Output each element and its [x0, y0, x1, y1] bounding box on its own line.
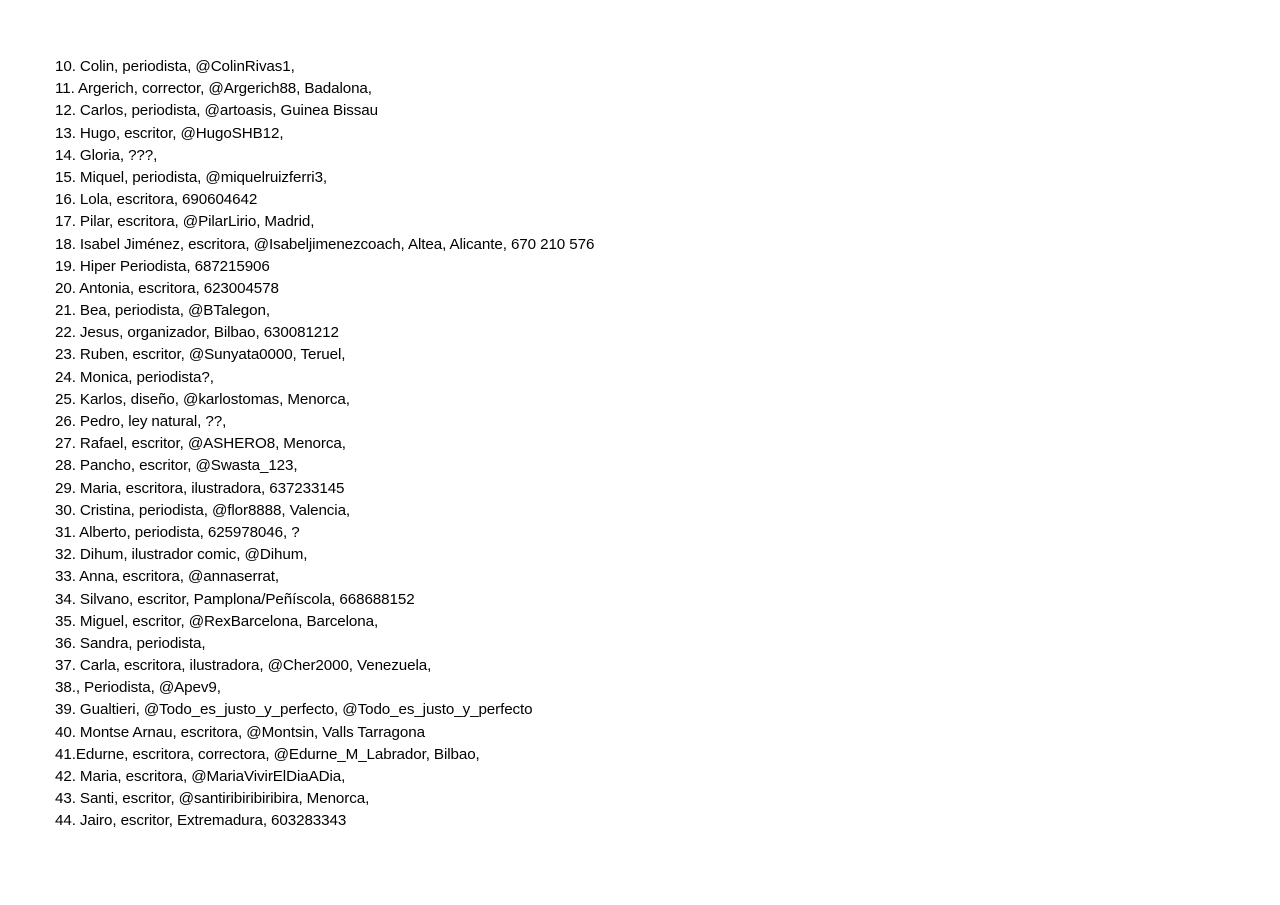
list-item: 15. Miquel, periodista, @miquelruizferri3, [55, 168, 328, 186]
list-item: 31. Alberto, periodista, 625978046, ? [55, 523, 300, 541]
list-item: 29. Maria, escritora, ilustradora, 637233145 [55, 479, 345, 497]
list-item: 18. Isabel Jiménez, escritora, @Isabeljimenezcoach, Altea, Alicante, 670 210 576 [55, 235, 595, 253]
list-item: 25. Karlos, diseño, @karlostomas, Menorca, [55, 390, 350, 408]
contact-list [55, 56, 594, 833]
list-item: 17. Pilar, escritora, @PilarLirio, Madrid, [55, 213, 315, 231]
list-item: 38., Periodista, @Apev9, [55, 679, 221, 697]
list-item: 23. Ruben, escritor, @Sunyata0000, Teruel, [55, 346, 346, 364]
list-item: 39. Gualtieri, @Todo_es_justo_y_perfecto, @Todo_es_justo_y_perfecto [55, 701, 533, 719]
list-item: 10. Colin, periodista, @ColinRivas1, [55, 58, 295, 75]
list-item: 16. Lola, escritora, 690604642 [55, 191, 258, 209]
list-item: 37. Carla, escritora, ilustradora, @Cher2000, Venezuela, [55, 657, 432, 675]
list-item: 30. Cristina, periodista, @flor8888, Valencia, [55, 501, 351, 519]
list-item: 44. Jairo, escritor, Extremadura, 603283343 [55, 812, 347, 830]
list-item: 43. Santi, escritor, @santiribiribiribira, Menorca, [55, 790, 370, 808]
list-item: 20. Antonia, escritora, 623004578 [55, 279, 279, 297]
list-item: 34. Silvano, escritor, Pamplona/Peñíscola, 668688152 [55, 590, 415, 608]
list-item: 33. Anna, escritora, @annaserrat, [55, 568, 280, 586]
list-item: 32. Dihum, ilustrador comic, @Dihum, [55, 546, 308, 564]
list-item: 40. Montse Arnau, escritora, @Montsin, Valls Tarragona [55, 723, 425, 741]
list-item: 14. Gloria, ???, [55, 146, 158, 164]
list-item: 24. Monica, periodista?, [55, 368, 214, 386]
list-item: 26. Pedro, ley natural, ??, [55, 413, 227, 430]
list-item: 28. Pancho, escritor, @Swasta_123, [55, 457, 298, 475]
list-item: 12. Carlos, periodista, @artoasis, Guinea Bissau [55, 102, 378, 120]
list-item: 41.Edurne, escritora, correctora, @Edurne_M_Labrador, Bilbao, [55, 745, 480, 763]
list-item: 22. Jesus, organizador, Bilbao, 630081212 [55, 324, 339, 342]
list-item: 11. Argerich, corrector, @Argerich88, Badalona, [55, 80, 372, 98]
list-item: 35. Miguel, escritor, @RexBarcelona, Barcelona, [55, 612, 379, 630]
list-item: 19. Hiper Periodista, 687215906 [55, 257, 270, 275]
list-item: 27. Rafael, escritor, @ASHERO8, Menorca, [55, 435, 346, 453]
list-item: 21. Bea, periodista, @BTalegon, [55, 302, 270, 320]
list-item: 42. Maria, escritora, @MariaVivirElDiaADia, [55, 768, 346, 785]
list-item: 13. Hugo, escritor, @HugoSHB12, [55, 124, 284, 142]
list-item: 36. Sandra, periodista, [55, 634, 206, 652]
